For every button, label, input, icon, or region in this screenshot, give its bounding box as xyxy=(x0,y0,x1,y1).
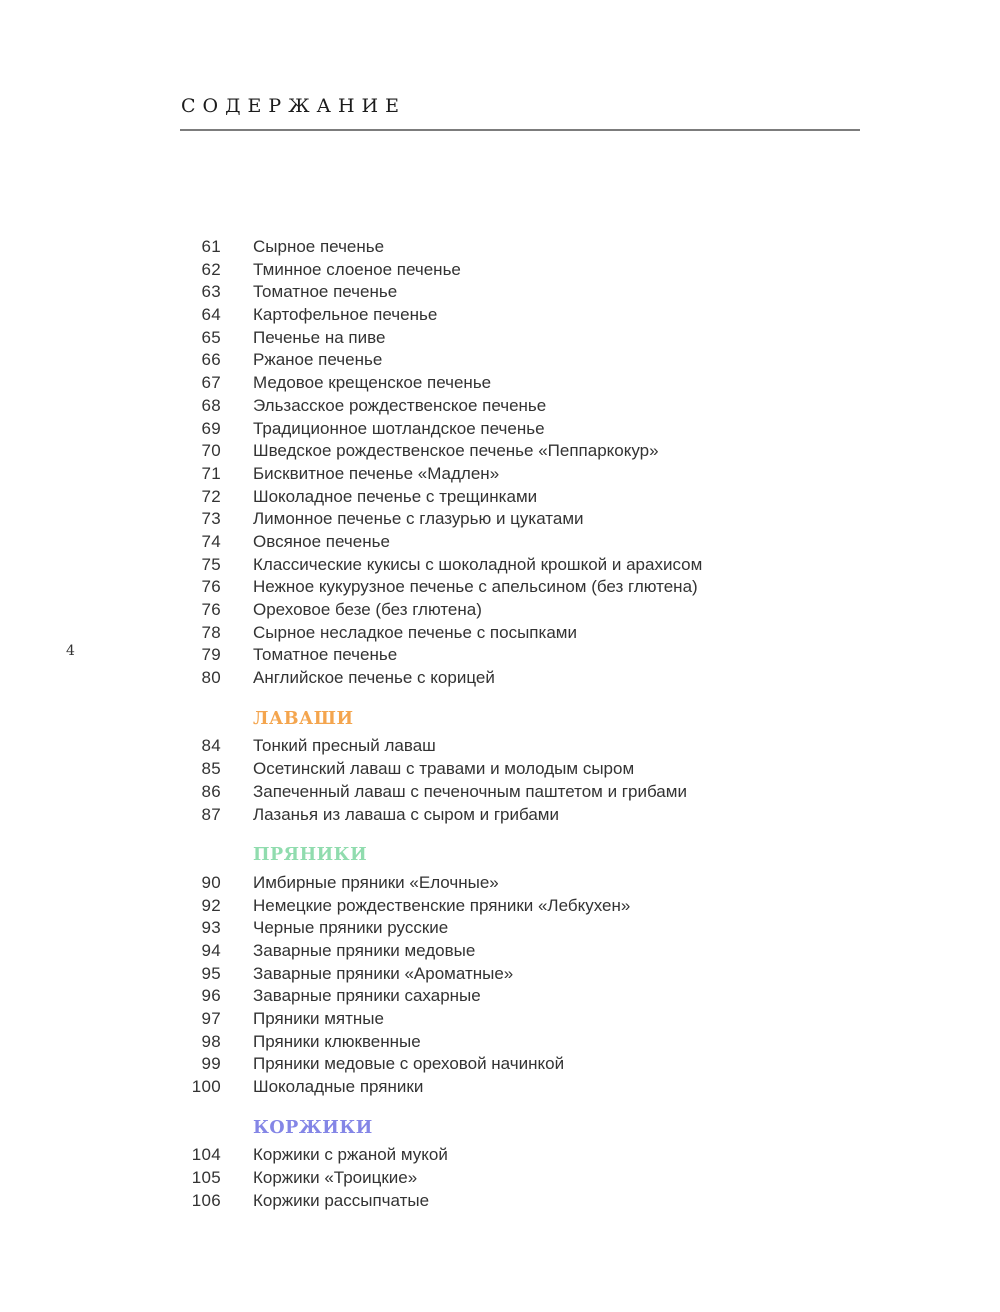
toc-entry-title: Картофельное печенье xyxy=(253,305,438,325)
toc-entry xyxy=(180,1053,940,1076)
toc-entry xyxy=(180,940,940,963)
toc-entry-page-number: 75 xyxy=(201,554,221,574)
toc-entry xyxy=(180,1167,940,1190)
toc-entry-title: Классические кукисы с шоколадной крошкой и арахисом xyxy=(253,554,703,574)
toc-section-heading: ПРЯНИКИ xyxy=(253,845,368,866)
toc-entry-page-number: 65 xyxy=(201,327,221,347)
toc-entry xyxy=(180,758,940,781)
toc-entry-page-number: 64 xyxy=(201,305,221,325)
toc-entry-page-number: 105 xyxy=(191,1168,221,1188)
page-title: СОДЕРЖАНИЕ xyxy=(181,95,406,117)
toc-entry xyxy=(180,1190,940,1213)
toc-entry xyxy=(180,667,940,690)
toc-section-heading: КОРЖИКИ xyxy=(253,1117,373,1138)
toc-entry-title: Сырное печенье xyxy=(253,237,385,256)
toc-list xyxy=(180,236,940,1213)
toc-entry xyxy=(180,418,940,441)
toc-entry-page-number: 72 xyxy=(201,486,221,506)
toc-entry-title: Пряники мятные xyxy=(253,1009,384,1028)
toc-entry xyxy=(180,1008,940,1031)
toc-entry-page-number: 90 xyxy=(201,872,221,892)
toc-entry-title: Шоколадные пряники xyxy=(253,1077,424,1097)
toc-entry xyxy=(180,395,940,418)
toc-entry-page-number: 98 xyxy=(201,1031,221,1051)
toc-entry-title: Заварные пряники «Ароматные» xyxy=(253,963,514,983)
toc-entry-page-number: 93 xyxy=(201,918,221,938)
toc-entry-title: Лазанья из лаваша с сыром и грибами xyxy=(253,804,559,824)
toc-entry xyxy=(180,644,940,667)
toc-entry xyxy=(180,486,940,509)
toc-entry xyxy=(180,781,940,804)
toc-entry-page-number: 94 xyxy=(201,940,221,960)
toc-entry xyxy=(180,531,940,554)
toc-entry xyxy=(180,985,940,1008)
toc-section-heading: ЛАВАШИ xyxy=(253,708,354,729)
toc-entry-page-number: 61 xyxy=(201,237,221,256)
toc-entry-title: Ореховое безе (без глютена) xyxy=(253,600,482,619)
toc-entry xyxy=(180,349,940,372)
toc-entry-page-number: 69 xyxy=(201,418,221,438)
toc-entry xyxy=(180,1076,940,1099)
toc-entry-title: Черные пряники русские xyxy=(253,918,449,938)
toc-entry xyxy=(180,1144,940,1167)
toc-entry xyxy=(180,463,940,486)
toc-entry-page-number: 95 xyxy=(201,963,221,983)
toc-entry-page-number: 97 xyxy=(201,1009,221,1028)
folio-page-number: 4 xyxy=(66,643,75,659)
toc-entry xyxy=(180,259,940,282)
toc-entry-page-number: 96 xyxy=(201,986,221,1006)
toc-entry-page-number: 76 xyxy=(201,600,221,619)
toc-entry-page-number: 86 xyxy=(201,781,221,801)
toc-section-entries xyxy=(180,735,940,826)
toc-entry-page-number: 70 xyxy=(201,441,221,461)
toc-entry-page-number: 71 xyxy=(201,463,221,483)
toc-section-entries xyxy=(180,1144,940,1212)
toc-entry xyxy=(180,304,940,327)
toc-entry-page-number: 74 xyxy=(201,531,221,551)
toc-entry-page-number: 99 xyxy=(201,1054,221,1074)
toc-entry xyxy=(180,735,940,758)
toc-entry-page-number: 73 xyxy=(201,509,221,529)
toc-entry-title: Традиционное шотландское печенье xyxy=(253,418,545,438)
toc-entry-page-number: 79 xyxy=(201,645,221,665)
toc-entry xyxy=(180,281,940,304)
toc-entry-title: Томатное печенье xyxy=(253,645,398,665)
toc-entry-title: Заварные пряники сахарные xyxy=(253,986,481,1006)
toc-entry-title: Лимонное печенье с глазурью и цукатами xyxy=(253,509,584,529)
toc-section-entries xyxy=(180,236,940,690)
toc-entry-title: Печенье на пиве xyxy=(253,327,386,347)
toc-section xyxy=(180,236,940,690)
toc-entry-title: Английское печенье с корицей xyxy=(253,668,495,688)
toc-entry xyxy=(180,508,940,531)
toc-entry-page-number: 92 xyxy=(201,895,221,915)
toc-entry-page-number: 63 xyxy=(201,282,221,302)
toc-section xyxy=(180,1117,940,1213)
toc-entry-title: Овсяное печенье xyxy=(253,531,390,551)
toc-entry-title: Осетинский лаваш с травами и молодым сыром xyxy=(253,759,635,779)
toc-entry xyxy=(180,599,940,622)
toc-entry-page-number: 104 xyxy=(191,1145,221,1165)
toc-entry-title: Немецкие рождественские пряники «Лебкухен» xyxy=(253,895,631,915)
toc-entry-title: Нежное кукурузное печенье с апельсином (без глютена) xyxy=(253,577,698,597)
toc-entry-page-number: 76 xyxy=(201,577,221,597)
toc-entry xyxy=(180,963,940,986)
toc-entry-page-number: 85 xyxy=(201,759,221,779)
toc-entry-title: Сырное несладкое печенье с посыпками xyxy=(253,622,577,642)
toc-entry-page-number: 66 xyxy=(201,350,221,370)
toc-entry xyxy=(180,917,940,940)
toc-entry-title: Шведское рождественское печенье «Пеппаркокур» xyxy=(253,441,659,461)
toc-entry-page-number: 68 xyxy=(201,395,221,415)
toc-entry xyxy=(180,872,940,895)
toc-entry-title: Шоколадное печенье с трещинками xyxy=(253,486,538,506)
toc-entry-title: Коржики рассыпчатые xyxy=(253,1190,430,1210)
toc-entry-title: Эльзасское рождественское печенье xyxy=(253,395,547,415)
toc-entry xyxy=(180,622,940,645)
toc-entry xyxy=(180,236,940,259)
toc-entry-title: Пряники клюквенные xyxy=(253,1031,421,1051)
toc-entry-title: Коржики «Троицкие» xyxy=(253,1168,418,1188)
toc-entry-page-number: 84 xyxy=(201,736,221,756)
toc-entry-page-number: 67 xyxy=(201,373,221,393)
toc-entry xyxy=(180,327,940,350)
toc-entry xyxy=(180,804,940,827)
toc-entry-page-number: 106 xyxy=(191,1190,221,1210)
toc-entry-title: Запеченный лаваш с печеночным паштетом и грибами xyxy=(253,781,687,801)
toc-entry xyxy=(180,440,940,463)
toc-entry-title: Заварные пряники медовые xyxy=(253,940,476,960)
toc-entry xyxy=(180,1031,940,1054)
toc-entry-title: Пряники медовые с ореховой начинкой xyxy=(253,1054,565,1074)
toc-section xyxy=(180,844,940,1099)
toc-section xyxy=(180,708,940,826)
toc-entry-title: Тонкий пресный лаваш xyxy=(253,736,436,756)
toc-entry-page-number: 80 xyxy=(201,668,221,688)
toc-section-entries xyxy=(180,872,940,1099)
toc-entry-title: Имбирные пряники «Елочные» xyxy=(253,872,499,892)
toc-entry xyxy=(180,372,940,395)
toc-entry-page-number: 100 xyxy=(191,1077,221,1097)
toc-entry-title: Ржаное печенье xyxy=(253,350,383,370)
toc-entry xyxy=(180,576,940,599)
toc-entry-title: Тминное слоеное печенье xyxy=(253,259,461,279)
toc-entry-title: Коржики с ржаной мукой xyxy=(253,1145,448,1165)
toc-entry-title: Медовое крещенское печенье xyxy=(253,373,492,393)
toc-entry-page-number: 78 xyxy=(201,622,221,642)
toc-entry-title: Бисквитное печенье «Мадлен» xyxy=(253,463,500,483)
toc-entry xyxy=(180,554,940,577)
toc-entry-page-number: 62 xyxy=(201,259,221,279)
header-divider xyxy=(180,129,860,131)
toc-entry-title: Томатное печенье xyxy=(253,282,398,302)
toc-entry xyxy=(180,895,940,918)
toc-entry-page-number: 87 xyxy=(201,804,221,824)
